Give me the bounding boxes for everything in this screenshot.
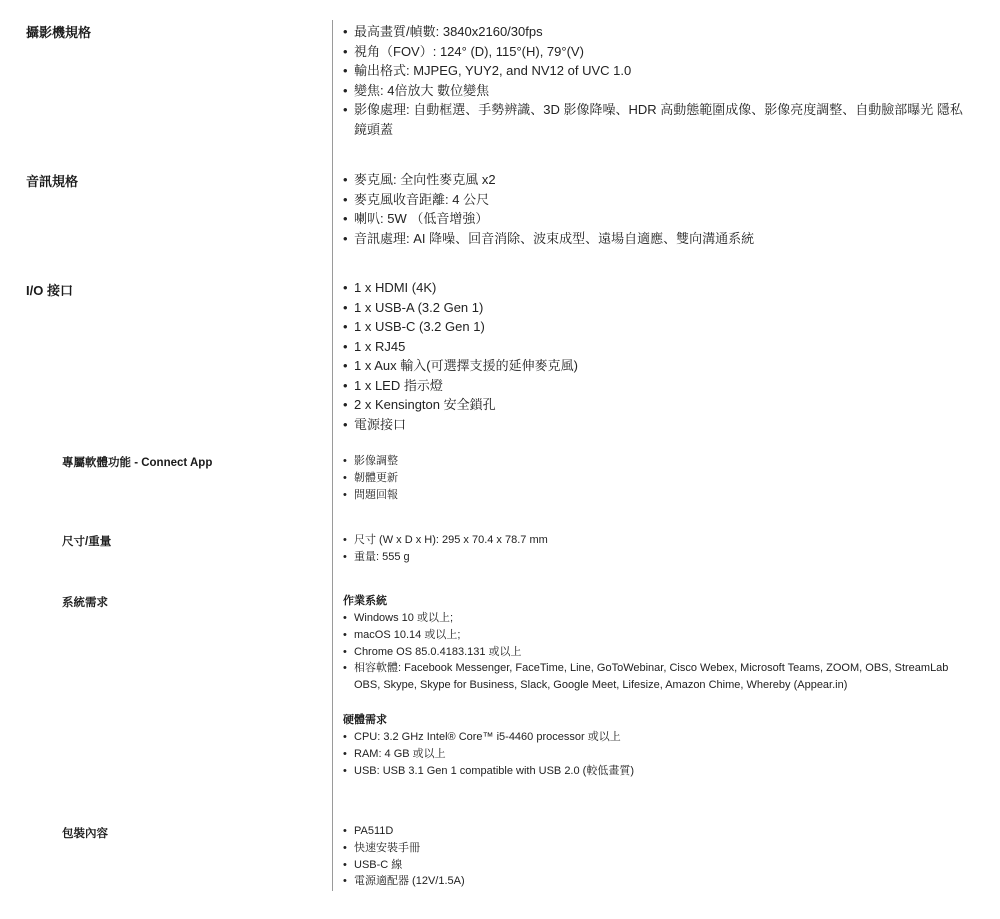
section-label-dimensions: 尺寸/重量 [62, 536, 112, 548]
list-item: • 最高畫質/幀數: 3840x2160/30fps [343, 22, 963, 42]
section-connect-app [343, 453, 963, 503]
list-item: • 快速安裝手冊 [343, 840, 963, 857]
section-package [343, 823, 963, 890]
list-item: • USB-C 線 [343, 857, 963, 874]
column-divider [332, 20, 333, 891]
list-item: • USB: USB 3.1 Gen 1 compatible with USB 2.0 (較低畫質) [343, 763, 963, 780]
list-item: • Windows 10 或以上; [343, 610, 963, 627]
os-heading: 作業系統 [343, 595, 387, 607]
list-item: • 韌體更新 [343, 470, 963, 487]
hw-heading: 硬體需求 [343, 713, 387, 726]
list-item: • 音訊處理: AI 降噪、回音消除、波束成型、遠場自適應、雙向溝通系統 [343, 229, 963, 249]
list-item: • 喇叭: 5W （低音增強） [343, 209, 963, 229]
list-item: • CPU: 3.2 GHz Intel® Core™ i5-4460 processor 或以上 [343, 729, 963, 746]
section-label-audio: 音訊規格 [26, 174, 79, 189]
list-item: • 1 x USB-A (3.2 Gen 1) [343, 298, 963, 318]
section-camera [343, 22, 963, 139]
list-item: • 影像處理: 自動框選、手勢辨識、3D 影像降噪、HDR 高動態範圍成像、影像亮度調整、自動臉部曝光 隱私鏡頭蓋 [343, 100, 963, 139]
list-item: • macOS 10.14 或以上; [343, 627, 963, 644]
list-item: • 1 x HDMI (4K) [343, 278, 963, 298]
list-item: • 1 x RJ45 [343, 337, 963, 357]
list-item: • 變焦: 4倍放大 數位變焦 [343, 81, 963, 101]
list-item: • 麥克風: 全向性麥克風 x2 [343, 170, 963, 190]
section-label-system-req: 系統需求 [62, 597, 108, 609]
section-audio [343, 170, 963, 248]
list-item: • 1 x USB-C (3.2 Gen 1) [343, 317, 963, 337]
list-item: • 尺寸 (W x D x H): 295 x 70.4 x 78.7 mm [343, 532, 963, 549]
section-system-req [343, 593, 963, 779]
list-item: • 麥克風收音距離: 4 公尺 [343, 190, 963, 210]
section-label-camera: 攝影機規格 [26, 25, 92, 40]
list-item: • 電源接口 [343, 415, 963, 435]
list-item: • 重量: 555 g [343, 549, 963, 566]
section-label-connect-app: 專屬軟體功能 - Connect App [62, 457, 213, 469]
list-item: • 輸出格式: MJPEG, YUY2, and NV12 of UVC 1.0 [343, 61, 963, 81]
list-item: • 1 x Aux 輸入(可選擇支援的延伸麥克風) [343, 356, 963, 376]
section-io [343, 278, 963, 434]
list-item: • Chrome OS 85.0.4183.131 或以上 [343, 644, 963, 661]
list-item: • 相容軟體: Facebook Messenger, FaceTime, Line, GoToWebinar, Cisco Webex, Microsoft Teams, ZOOM, OBS, StreamLab OBS, Skype, Skype for Business, Slack, Google Meet, Lifesize, Amazon Chime, Whereby (Appear.in) [343, 660, 963, 694]
section-dimensions [343, 532, 963, 566]
list-item: • 視角（FOV）: 124° (D), 115°(H), 79°(V) [343, 42, 963, 62]
section-label-io: I/O 接口 [26, 283, 73, 298]
list-item: • 電源適配器 (12V/1.5A) [343, 873, 963, 890]
list-item: • PA511D [343, 823, 963, 840]
list-item: • 影像調整 [343, 453, 963, 470]
list-item: • 1 x LED 指示燈 [343, 376, 963, 396]
list-item: • RAM: 4 GB 或以上 [343, 746, 963, 763]
list-item: • 2 x Kensington 安全鎖孔 [343, 395, 963, 415]
list-item: • 問題回報 [343, 487, 963, 504]
section-label-package: 包裝內容 [62, 828, 108, 840]
